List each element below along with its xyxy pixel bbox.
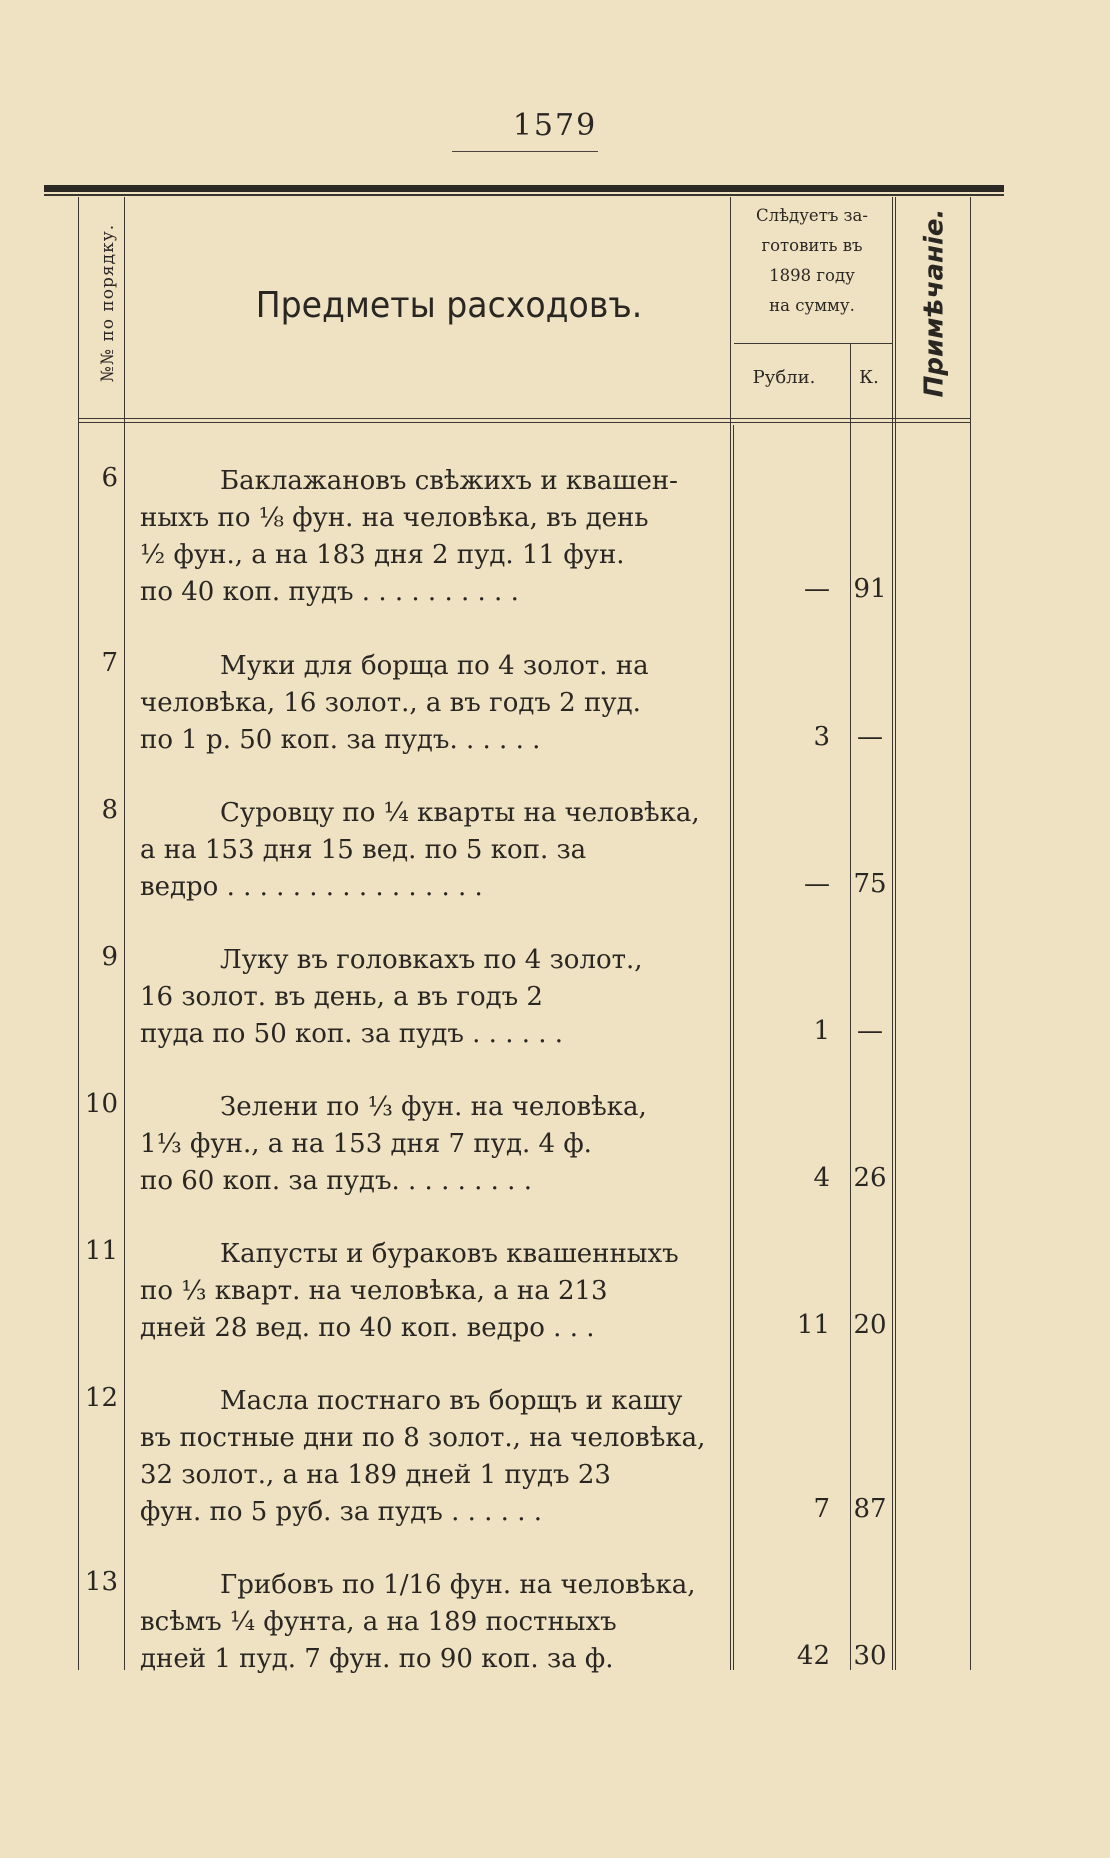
header-sum-line: Слѣдуетъ за-: [756, 206, 868, 225]
row-kopecks: 20: [853, 1310, 887, 1340]
row-description: [140, 795, 716, 906]
row-number: 6: [101, 463, 118, 493]
row-rubles: —: [804, 869, 830, 899]
description-line: Баклажановъ свѣжихъ и квашен-: [220, 466, 678, 496]
row-number: 11: [84, 1236, 118, 1266]
row-description: [140, 1567, 716, 1678]
row-description: [140, 1089, 716, 1200]
row-kopecks: 26: [853, 1163, 887, 1193]
page-number: 1579: [512, 108, 598, 143]
header-number-column: [78, 205, 138, 400]
description-line: Муки для борща по 4 золот. на: [220, 651, 649, 681]
description-line: ½ фун., а на 183 дня 2 пуд. 11 фун.: [140, 540, 625, 570]
row-description: [140, 942, 716, 1053]
description-line: а на 153 дня 15 вед. по 5 коп. за: [140, 835, 587, 865]
description-line: Суровцу по ¼ кварты на человѣка,: [220, 798, 700, 828]
header-sum-line: на сумму.: [769, 296, 855, 315]
row-description: [140, 648, 716, 759]
description-line: всѣмъ ¼ фунта, а на 189 постныхъ: [140, 1607, 617, 1637]
header-note-column: [894, 205, 974, 400]
row-description: [140, 1383, 716, 1531]
description-line: Масла постнаго въ борщъ и кашу: [220, 1386, 683, 1416]
row-number: 7: [101, 648, 118, 678]
rub-kop-divider: [850, 343, 851, 1670]
description-line: 32 золот., а на 189 дней 1 пудъ 23: [140, 1460, 611, 1490]
row-kopecks: —: [857, 1016, 883, 1046]
header-sum-column: [732, 201, 892, 321]
row-rubles: 11: [796, 1310, 830, 1340]
sum-subheader-rule: [734, 343, 892, 344]
description-line: Капусты и бураковъ квашенныхъ: [220, 1239, 679, 1269]
desc-col-divider-double: [733, 425, 734, 1670]
description-line: по 1 р. 50 коп. за пудъ. . . . . .: [140, 725, 541, 755]
row-kopecks: 30: [853, 1641, 887, 1671]
description-line: человѣка, 16 золот., а въ годъ 2 пуд.: [140, 688, 641, 718]
description-line: пуда по 50 коп. за пудъ . . . . . .: [140, 1019, 564, 1049]
row-rubles: 1: [813, 1016, 830, 1046]
header-number-label: №№ по порядку.: [98, 223, 118, 382]
row-kopecks: —: [857, 722, 883, 752]
header-bottom-rule-double: [78, 422, 970, 423]
page-number-rule: [452, 151, 598, 152]
row-kopecks: 87: [853, 1494, 887, 1524]
row-rubles: —: [804, 574, 830, 604]
description-line: по 60 коп. за пудъ. . . . . . . . .: [140, 1166, 532, 1196]
top-thin-rule: [44, 194, 1004, 196]
description-line: ведро . . . . . . . . . . . . . . . .: [140, 872, 483, 902]
description-line: 16 золот. въ день, а въ годъ 2: [140, 982, 543, 1012]
description-line: дней 28 вед. по 40 коп. ведро . . .: [140, 1313, 595, 1343]
right-border: [970, 197, 971, 1670]
row-description: [140, 1236, 716, 1347]
row-kopecks: 91: [853, 574, 887, 604]
header-kopecks: К.: [859, 367, 879, 388]
header-sum-line: готовить въ: [761, 236, 863, 255]
row-description: [140, 463, 716, 611]
row-rubles: 42: [796, 1641, 830, 1671]
row-kopecks: 75: [853, 869, 887, 899]
description-line: фун. по 5 руб. за пудъ . . . . . .: [140, 1497, 542, 1527]
row-number: 13: [84, 1567, 118, 1597]
header-bottom-rule: [78, 418, 970, 419]
row-rubles: 3: [813, 722, 830, 752]
description-line: Грибовъ по 1/16 фун. на человѣка,: [220, 1570, 696, 1600]
header-rubles: Рубли.: [752, 367, 816, 388]
row-number: 10: [84, 1089, 118, 1119]
description-line: дней 1 пуд. 7 фун. по 90 коп. за ф.: [140, 1644, 614, 1674]
header-title: Предметы расходовъ.: [255, 285, 643, 326]
row-number: 8: [101, 795, 118, 825]
description-line: въ постные дни по 8 золот., на человѣка,: [140, 1423, 706, 1453]
description-line: ныхъ по ⅛ фун. на человѣка, въ день: [140, 503, 649, 533]
header-note-label: Примѣчаніе.: [919, 208, 950, 397]
header-sum-line: 1898 году: [769, 266, 855, 285]
row-rubles: 4: [813, 1163, 830, 1193]
row-rubles: 7: [813, 1494, 830, 1524]
row-number: 12: [84, 1383, 118, 1413]
description-line: по 40 коп. пудъ . . . . . . . . . .: [140, 577, 519, 607]
top-thick-rule: [44, 185, 1004, 192]
description-line: по ⅓ кварт. на человѣка, а на 213: [140, 1276, 608, 1306]
row-number: 9: [101, 942, 118, 972]
expense-table: [44, 185, 1004, 1674]
description-line: Луку въ головкахъ по 4 золот.,: [220, 945, 643, 975]
description-line: Зелени по ⅓ фун. на человѣка,: [220, 1092, 647, 1122]
description-line: 1⅓ фун., а на 153 дня 7 пуд. 4 ф.: [140, 1129, 592, 1159]
